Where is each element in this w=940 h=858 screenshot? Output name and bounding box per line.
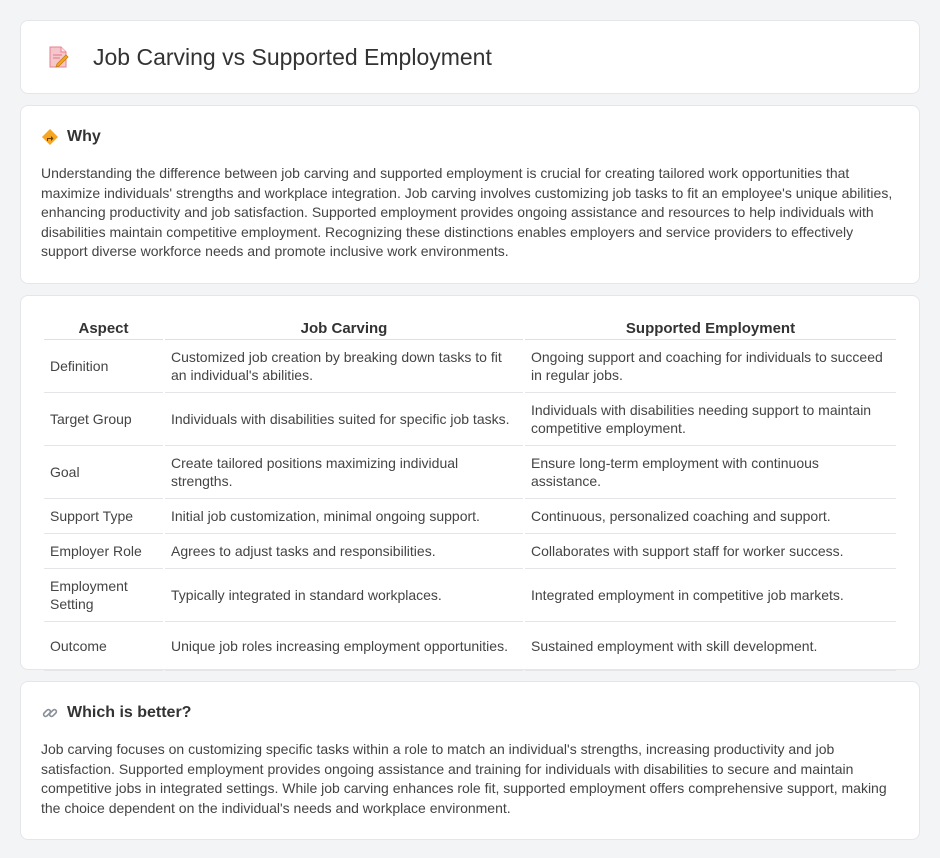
document-edit-icon [45,44,71,70]
why-section [20,105,920,284]
cell-supported-employment: Ongoing support and coaching for individuals to succeed in regular jobs. [525,340,896,393]
which-heading-text: Which is better? [67,704,192,721]
table-row [44,340,896,393]
cell-job-carving: Typically integrated in standard workplaces. [165,569,523,622]
table-row [44,393,896,446]
table-header-row [44,316,896,340]
cell-job-carving: Individuals with disabilities suited for specific job tasks. [165,393,523,446]
column-header-job-carving: Job Carving [165,316,523,340]
column-header-supported-employment: Supported Employment [525,316,896,340]
diamond-sign-icon [41,128,59,146]
header-card [20,20,920,94]
cell-job-carving: Unique job roles increasing employment opportunities. [165,622,523,671]
cell-job-carving: Customized job creation by breaking down tasks to fit an individual's abilities. [165,340,523,393]
which-heading [41,704,899,722]
which-section [20,681,920,840]
cell-supported-employment: Integrated employment in competitive job markets. [525,569,896,622]
cell-supported-employment: Individuals with disabilities needing support to maintain competitive employment. [525,393,896,446]
why-paragraph: Understanding the difference between job carving and supported employment is crucial for creating tailored work opportunities that maximize individuals' strengths and workplace integration. Job carving involves customizing job tasks to fit an employee's unique abilities, enhancing productivity and job satisfaction. Supported employment provides ongoing assistance and resources to help individuals with disabilities maintain competitive employment. Recognizing these distinctions enables employers and service providers to effectively support diverse workforce needs and promote inclusive work environments. [41,165,893,259]
cell-aspect: Employer Role [44,534,163,569]
table-row [44,622,896,671]
table-row [44,569,896,622]
cell-supported-employment: Ensure long-term employment with continuous assistance. [525,446,896,499]
why-heading [41,128,899,146]
link-icon [41,704,59,722]
comparison-table-card [20,295,920,670]
table-row [44,534,896,569]
cell-supported-employment: Collaborates with support staff for worker success. [525,534,896,569]
cell-supported-employment: Sustained employment with skill development. [525,622,896,671]
table-row [44,446,896,499]
cell-aspect: Goal [44,446,163,499]
cell-aspect: Employment Setting [44,569,163,622]
column-header-aspect: Aspect [44,316,163,340]
cell-job-carving: Create tailored positions maximizing individual strengths. [165,446,523,499]
why-heading-text: Why [67,128,101,145]
table-row [44,499,896,534]
cell-aspect: Target Group [44,393,163,446]
cell-aspect: Support Type [44,499,163,534]
cell-aspect: Outcome [44,622,163,671]
page-title: Job Carving vs Supported Employment [93,43,492,70]
which-paragraph: Job carving focuses on customizing specific tasks within a role to match an individual's strengths, increasing productivity and job satisfaction. Supported employment provides ongoing assistance and training for individuals with disabilities to secure and maintain competitive jobs in integrated settings. While job carving enhances role fit, supported employment offers comprehensive support, making the choice dependent on the individual's needs and workplace environment. [41,741,887,816]
comparison-table [42,316,898,671]
cell-aspect: Definition [44,340,163,393]
cell-job-carving: Initial job customization, minimal ongoing support. [165,499,523,534]
cell-job-carving: Agrees to adjust tasks and responsibilities. [165,534,523,569]
cell-supported-employment: Continuous, personalized coaching and support. [525,499,896,534]
